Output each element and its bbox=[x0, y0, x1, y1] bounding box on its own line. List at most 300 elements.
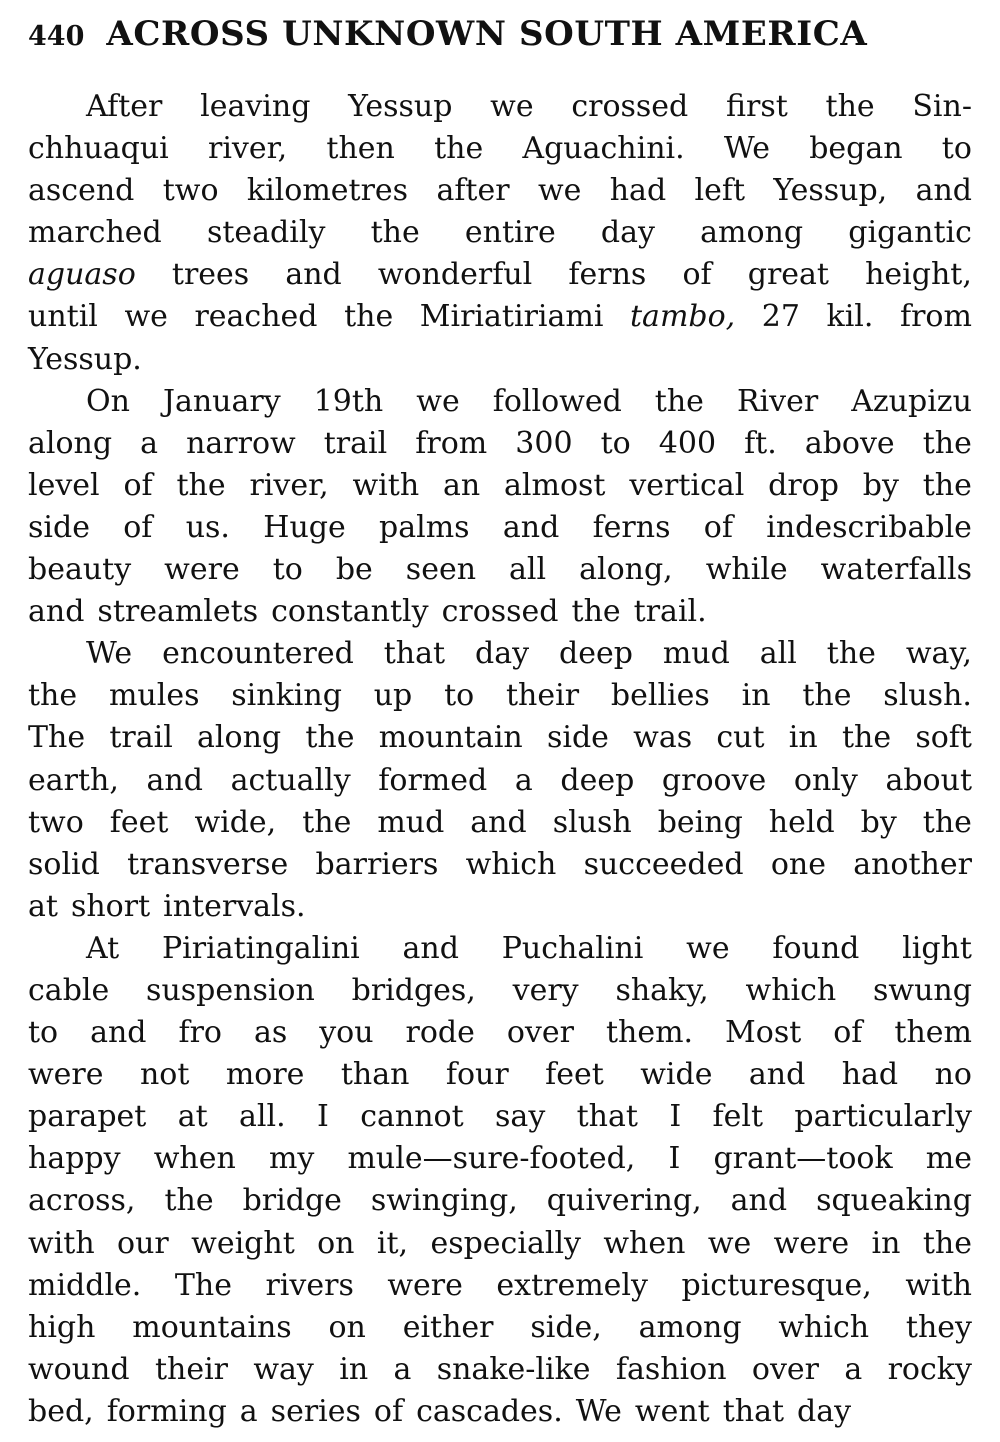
word: which bbox=[745, 972, 837, 1008]
word: at bbox=[177, 1099, 208, 1135]
word: succeeded bbox=[583, 846, 744, 882]
word: mountains bbox=[132, 1309, 292, 1345]
word: the bbox=[571, 594, 621, 630]
word: Piriatingalini bbox=[161, 930, 360, 966]
word: suspension bbox=[146, 972, 315, 1008]
word: held bbox=[768, 804, 835, 840]
word: entire bbox=[464, 215, 556, 251]
word: not bbox=[139, 1057, 190, 1093]
word: only bbox=[793, 762, 858, 798]
word: a bbox=[393, 1351, 412, 1387]
word: side, bbox=[530, 1309, 602, 1345]
word: had bbox=[841, 1057, 899, 1093]
word: be bbox=[335, 552, 373, 588]
text-line bbox=[28, 1096, 972, 1138]
word: Aguachini. bbox=[522, 131, 685, 167]
word: Puchalini bbox=[501, 930, 644, 966]
word: light bbox=[902, 930, 972, 966]
word: that bbox=[722, 1393, 785, 1429]
word: we bbox=[416, 383, 460, 419]
word: swinging, bbox=[370, 1183, 518, 1219]
word: first bbox=[725, 89, 788, 124]
word: kilometres bbox=[246, 173, 409, 209]
word: when bbox=[603, 1225, 686, 1261]
word: it, bbox=[376, 1225, 409, 1261]
word: picturesque, bbox=[681, 1267, 872, 1303]
text-line bbox=[28, 1391, 972, 1433]
word: constantly bbox=[271, 594, 429, 630]
word: than bbox=[340, 1057, 410, 1093]
word: the bbox=[28, 678, 78, 714]
word: Miriatiriami bbox=[419, 299, 604, 335]
word: of bbox=[373, 1393, 404, 1429]
page-header bbox=[28, 14, 972, 64]
word: especially bbox=[430, 1225, 581, 1261]
word: along bbox=[197, 720, 282, 756]
word: them bbox=[894, 1015, 972, 1051]
word: as bbox=[253, 1015, 288, 1051]
word: tambo, bbox=[630, 299, 736, 335]
word: day bbox=[475, 636, 530, 672]
word: reached bbox=[194, 299, 318, 335]
paragraph bbox=[28, 633, 972, 928]
word: encountered bbox=[162, 636, 354, 672]
word: which bbox=[465, 846, 557, 882]
word: feet bbox=[109, 804, 169, 840]
word: On bbox=[86, 383, 130, 419]
running-title: ACROSS UNKNOWN SOUTH AMERICA bbox=[106, 14, 868, 54]
word: a bbox=[514, 762, 533, 798]
word: until bbox=[28, 299, 98, 335]
word: the bbox=[370, 215, 420, 251]
word: I bbox=[668, 1141, 681, 1177]
word: a bbox=[239, 1393, 258, 1429]
text-line bbox=[28, 212, 972, 254]
word: After bbox=[86, 89, 163, 124]
word: Sin- bbox=[912, 89, 972, 124]
word: found bbox=[772, 930, 860, 966]
word: steadily bbox=[206, 215, 326, 251]
word: side bbox=[28, 509, 90, 545]
text-line bbox=[28, 1054, 972, 1096]
word: extremely bbox=[496, 1267, 648, 1303]
word: narrow bbox=[186, 425, 296, 461]
word: trail bbox=[109, 720, 173, 756]
word: about bbox=[885, 762, 972, 798]
word: to bbox=[272, 552, 303, 588]
word: was bbox=[633, 720, 693, 756]
word: to bbox=[444, 678, 475, 714]
word: the bbox=[841, 720, 892, 756]
word: 19th bbox=[313, 383, 384, 419]
word: the bbox=[922, 804, 972, 840]
word: mules bbox=[108, 678, 200, 714]
word: The bbox=[174, 1267, 232, 1303]
text-line bbox=[28, 254, 972, 296]
word: 300 bbox=[515, 425, 573, 461]
word: by bbox=[860, 804, 897, 840]
word: the bbox=[164, 1183, 214, 1219]
word: kil. bbox=[826, 299, 874, 335]
word: and bbox=[915, 173, 972, 209]
word: along bbox=[28, 425, 113, 461]
word: with bbox=[28, 1225, 95, 1261]
word: while bbox=[705, 552, 788, 588]
word: and bbox=[285, 257, 342, 293]
word: We bbox=[575, 1393, 622, 1429]
word: felt bbox=[712, 1099, 764, 1135]
word: being bbox=[657, 804, 743, 840]
word: Huge bbox=[263, 509, 346, 545]
word: we bbox=[124, 299, 168, 335]
word: level bbox=[28, 467, 100, 503]
word: squeaking bbox=[816, 1183, 972, 1219]
word: wound bbox=[28, 1351, 130, 1387]
word: our bbox=[117, 1225, 169, 1261]
word: middle. bbox=[28, 1267, 142, 1303]
word: very bbox=[512, 972, 579, 1008]
word: and bbox=[90, 1015, 147, 1051]
text-line bbox=[28, 633, 972, 675]
word: formed bbox=[378, 762, 488, 798]
word: a bbox=[140, 425, 159, 461]
word: slush. bbox=[883, 678, 972, 714]
text-line bbox=[28, 717, 972, 759]
word: to bbox=[600, 425, 631, 461]
text-line bbox=[28, 1349, 972, 1391]
word: chhuaqui bbox=[28, 131, 169, 167]
word: bridges, bbox=[351, 972, 476, 1008]
word: trail. bbox=[633, 594, 707, 630]
word: the bbox=[802, 678, 852, 714]
word: from bbox=[899, 299, 972, 335]
text-line bbox=[28, 1138, 972, 1180]
word: deep bbox=[560, 762, 635, 798]
word: we bbox=[707, 1225, 752, 1261]
word: their bbox=[506, 678, 580, 714]
word: and bbox=[502, 509, 560, 545]
word: the bbox=[176, 467, 226, 503]
word: vertical bbox=[629, 467, 745, 503]
word: way bbox=[253, 1351, 314, 1387]
word: the bbox=[434, 131, 484, 167]
word: beauty bbox=[28, 552, 132, 588]
word: of bbox=[703, 509, 733, 545]
text-line bbox=[28, 381, 972, 423]
word: the bbox=[825, 89, 875, 124]
text-line bbox=[28, 675, 972, 717]
word: series bbox=[270, 1393, 361, 1429]
word: Yessup. bbox=[28, 341, 142, 377]
word: height, bbox=[865, 257, 972, 293]
word: great bbox=[747, 257, 829, 293]
book-page bbox=[28, 14, 972, 1434]
word: gigantic bbox=[848, 215, 972, 251]
word: all bbox=[759, 636, 797, 672]
word: parapet bbox=[28, 1099, 147, 1135]
word: River bbox=[736, 383, 819, 419]
word: transverse bbox=[127, 846, 289, 882]
word: an bbox=[442, 467, 481, 503]
text-line bbox=[28, 928, 972, 970]
word: ft. bbox=[744, 425, 777, 461]
word: the bbox=[826, 636, 876, 672]
word: palms bbox=[379, 509, 470, 545]
word: went bbox=[634, 1393, 710, 1429]
word: solid bbox=[28, 846, 100, 882]
word: of bbox=[833, 1015, 863, 1051]
word: the bbox=[922, 425, 972, 461]
word: wide, bbox=[194, 804, 277, 840]
text-line bbox=[28, 465, 972, 507]
word: that bbox=[576, 1099, 638, 1135]
word: barriers bbox=[315, 846, 439, 882]
word: in bbox=[788, 720, 818, 756]
word: we bbox=[537, 173, 582, 209]
word: mule—sure-footed, bbox=[347, 1141, 636, 1177]
word: to bbox=[28, 1015, 59, 1051]
word: then bbox=[326, 131, 395, 167]
word: in bbox=[741, 678, 771, 714]
word: bridge bbox=[242, 1183, 342, 1219]
word: and bbox=[470, 804, 527, 840]
word: particularly bbox=[794, 1099, 972, 1135]
word: ferns bbox=[568, 257, 647, 293]
word: among bbox=[700, 215, 804, 251]
word: rocky bbox=[887, 1351, 972, 1387]
word: which bbox=[778, 1309, 870, 1345]
paragraph bbox=[28, 928, 972, 1433]
word: 400 bbox=[658, 425, 717, 461]
word: began bbox=[809, 131, 903, 167]
word: were bbox=[28, 1057, 104, 1093]
word: shaky, bbox=[615, 972, 709, 1008]
word: the bbox=[654, 383, 704, 419]
word: cut bbox=[716, 720, 765, 756]
text-line bbox=[28, 886, 972, 928]
word: ascend bbox=[28, 173, 135, 209]
word: and bbox=[146, 762, 203, 798]
text-line bbox=[28, 339, 972, 381]
text-line bbox=[28, 549, 972, 591]
paragraph bbox=[28, 381, 972, 634]
text-line bbox=[28, 507, 972, 549]
word: one bbox=[770, 846, 826, 882]
word: more bbox=[225, 1057, 305, 1093]
word: wonderful bbox=[377, 257, 533, 293]
word: quivering, bbox=[546, 1183, 702, 1219]
word: on bbox=[317, 1225, 355, 1261]
word: at bbox=[28, 888, 58, 924]
word: short bbox=[70, 888, 151, 924]
word: across, bbox=[28, 1183, 136, 1219]
text-line bbox=[28, 970, 972, 1012]
word: of bbox=[123, 509, 153, 545]
word: four bbox=[445, 1057, 509, 1093]
body-text bbox=[28, 86, 972, 1433]
paragraph bbox=[28, 86, 972, 381]
word: Yessup, bbox=[773, 173, 888, 209]
word: The bbox=[28, 720, 86, 756]
text-line bbox=[28, 86, 972, 128]
word: above bbox=[804, 425, 895, 461]
word: ferns bbox=[592, 509, 671, 545]
word: their bbox=[154, 1351, 229, 1387]
word: I bbox=[669, 1099, 682, 1135]
word: say bbox=[495, 1099, 546, 1135]
word: were bbox=[164, 552, 240, 588]
word: I bbox=[317, 1099, 329, 1135]
text-line bbox=[28, 1012, 972, 1054]
word: left bbox=[694, 173, 746, 209]
page-number: 440 bbox=[28, 21, 85, 52]
word: day bbox=[600, 215, 655, 251]
word: with bbox=[905, 1267, 972, 1303]
word: a bbox=[844, 1351, 863, 1387]
word: deep bbox=[558, 636, 633, 672]
word: grant—took bbox=[713, 1141, 893, 1177]
word: marched bbox=[28, 215, 162, 251]
word: intervals. bbox=[163, 888, 306, 924]
word: over bbox=[506, 1015, 574, 1051]
word: slush bbox=[552, 804, 632, 840]
word: day bbox=[797, 1393, 852, 1429]
word: waterfalls bbox=[820, 552, 972, 588]
word: leaving bbox=[200, 89, 311, 124]
word: feet bbox=[545, 1057, 604, 1093]
word: me bbox=[925, 1141, 972, 1177]
word: another bbox=[853, 846, 972, 882]
word: and bbox=[402, 930, 459, 966]
word: along, bbox=[579, 552, 673, 588]
word: among bbox=[638, 1309, 742, 1345]
word: we bbox=[490, 89, 534, 124]
word: We bbox=[723, 131, 771, 167]
word: We bbox=[86, 636, 133, 672]
text-line bbox=[28, 423, 972, 465]
word: river, bbox=[249, 467, 329, 503]
word: that bbox=[383, 636, 446, 672]
word: groove bbox=[661, 762, 767, 798]
word: of bbox=[682, 257, 712, 293]
word: weight bbox=[191, 1225, 295, 1261]
word: were bbox=[773, 1225, 850, 1261]
word: the bbox=[922, 467, 972, 503]
text-line bbox=[28, 1180, 972, 1222]
word: forming bbox=[106, 1393, 227, 1429]
word: river, bbox=[207, 131, 288, 167]
word: when bbox=[153, 1141, 236, 1177]
word: swung bbox=[873, 972, 972, 1008]
word: had bbox=[609, 173, 667, 209]
text-line bbox=[28, 1307, 972, 1349]
word: from bbox=[415, 425, 488, 461]
word: January bbox=[162, 383, 281, 419]
word: the bbox=[344, 299, 394, 335]
text-line bbox=[28, 802, 972, 844]
word: in bbox=[339, 1351, 369, 1387]
word: bed, bbox=[28, 1393, 94, 1429]
word: with bbox=[352, 467, 420, 503]
word: trees bbox=[171, 257, 250, 293]
word: trail bbox=[323, 425, 388, 461]
word: almost bbox=[504, 467, 606, 503]
word: to bbox=[941, 131, 972, 167]
word: after bbox=[436, 173, 510, 209]
word: mountain bbox=[378, 720, 523, 756]
word: earth, bbox=[28, 762, 119, 798]
word: cable bbox=[28, 972, 110, 1008]
word: my bbox=[268, 1141, 315, 1177]
word: drop bbox=[768, 467, 839, 503]
word: cascades. bbox=[416, 1393, 563, 1429]
word: seen bbox=[405, 552, 477, 588]
word: At bbox=[86, 930, 120, 966]
word: wide bbox=[640, 1057, 713, 1093]
word: actually bbox=[230, 762, 351, 798]
word: cannot bbox=[360, 1099, 464, 1135]
word: and bbox=[748, 1057, 806, 1093]
word: followed bbox=[492, 383, 622, 419]
word: rode bbox=[405, 1015, 475, 1051]
word: streamlets bbox=[97, 594, 259, 630]
word: the bbox=[305, 720, 355, 756]
word: Azupizu bbox=[851, 383, 972, 419]
word: crossed bbox=[571, 89, 689, 124]
word: rivers bbox=[265, 1267, 354, 1303]
word: mud bbox=[662, 636, 730, 672]
word: we bbox=[686, 930, 730, 966]
word: all bbox=[509, 552, 547, 588]
word: they bbox=[905, 1309, 972, 1345]
word: all. bbox=[239, 1099, 286, 1135]
word: two bbox=[162, 173, 219, 209]
text-line bbox=[28, 170, 972, 212]
word: way, bbox=[905, 636, 972, 672]
word: fro bbox=[178, 1015, 222, 1051]
word: the bbox=[302, 804, 352, 840]
text-line bbox=[28, 1223, 972, 1265]
word: side bbox=[546, 720, 609, 756]
word: high bbox=[28, 1309, 96, 1345]
word: Most bbox=[725, 1015, 802, 1051]
word: mud bbox=[377, 804, 445, 840]
text-line bbox=[28, 296, 972, 338]
word: us. bbox=[185, 509, 230, 545]
word: indescribable bbox=[766, 509, 972, 545]
word: fashion bbox=[615, 1351, 727, 1387]
word: sinking bbox=[231, 678, 342, 714]
word: and bbox=[28, 594, 85, 630]
word: on bbox=[328, 1309, 366, 1345]
word: in bbox=[871, 1225, 901, 1261]
word: over bbox=[751, 1351, 819, 1387]
word: Yessup bbox=[348, 89, 453, 124]
word: them. bbox=[605, 1015, 694, 1051]
word: by bbox=[862, 467, 899, 503]
word: two bbox=[28, 804, 84, 840]
word: of bbox=[123, 467, 153, 503]
word: snake-like bbox=[436, 1351, 591, 1387]
text-line bbox=[28, 844, 972, 886]
word: soft bbox=[915, 720, 972, 756]
word: were bbox=[387, 1267, 463, 1303]
word: either bbox=[402, 1309, 494, 1345]
word: crossed bbox=[441, 594, 559, 630]
word: bellies bbox=[610, 678, 710, 714]
word: happy bbox=[28, 1141, 121, 1177]
word: and bbox=[730, 1183, 788, 1219]
